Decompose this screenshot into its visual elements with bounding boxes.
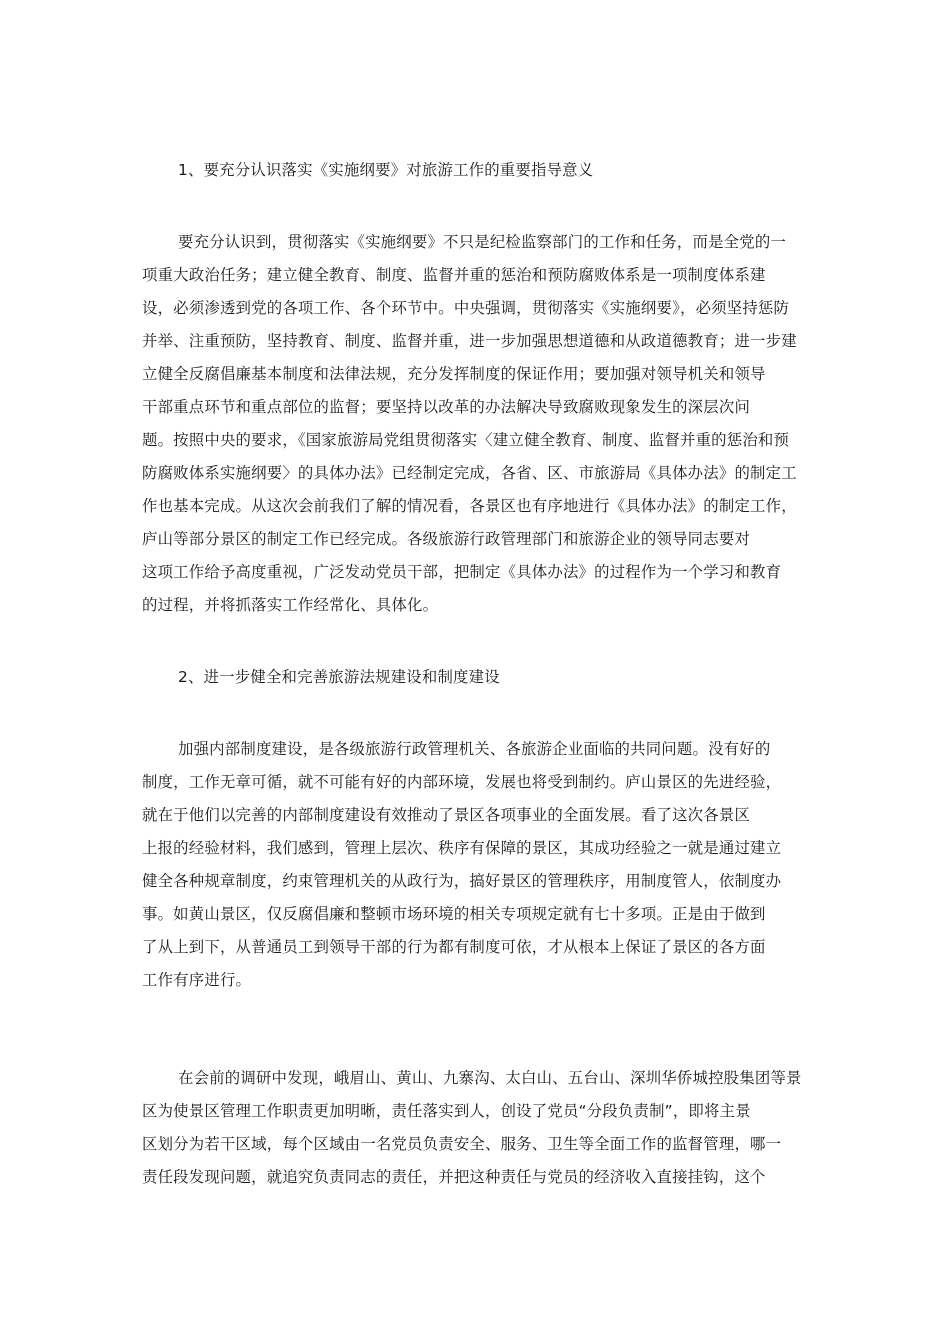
section-1-line: 设，必须渗透到党的各项工作、各个环节中。中央强调，贯彻落实《实施纲要》，必须坚持惩防 xyxy=(142,299,790,317)
section-2-heading: 2、进一步健全和完善旅游法规建设和制度建设 xyxy=(178,668,500,686)
section-1-line: 这项工作给予高度重视，广泛发动党员干部，把制定《具体办法》的过程作为一个学习和教育 xyxy=(142,563,782,581)
section-1-line: 立健全反腐倡廉基本制度和法律法规，充分发挥制度的保证作用；要加强对领导机关和领导 xyxy=(142,365,766,383)
section-2-para-1-line: 健全各种规章制度，约束管理机关的从政行为，搞好景区的管理秩序，用制度管人，依制度办 xyxy=(142,872,782,890)
section-1-line: 防腐败体系实施纲要〉的具体办法》已经制定完成，各省、区、市旅游局《具体办法》的制定工 xyxy=(142,464,797,482)
section-1-line: 要充分认识到，贯彻落实《实施纲要》不只是纪检监察部门的工作和任务，而是全党的一 xyxy=(178,233,787,251)
section-2-para-1-line: 事。如黄山景区，仅反腐倡廉和整顿市场环境的相关专项规定就有七十多项。正是由于做到 xyxy=(142,905,766,923)
section-1-line: 的过程，并将抓落实工作经常化、具体化。 xyxy=(142,596,439,614)
section-1-line: 题。按照中央的要求，《国家旅游局党组贯彻落实〈建立健全教育、制度、监督并重的惩治和预 xyxy=(142,431,790,449)
section-2-para-1-line: 就在于他们以完善的内部制度建设有效推动了景区各项事业的全面发展。看了这次各景区 xyxy=(142,806,751,824)
section-2-para-2-line: 在会前的调研中发现，峨眉山、黄山、九寨沟、太白山、五台山、深圳华侨城控股集团等景 xyxy=(178,1069,802,1087)
section-2-para-1-line: 加强内部制度建设，是各级旅游行政管理机关、各旅游企业面临的共同问题。没有好的 xyxy=(178,740,771,758)
section-2-para-2-line: 区划分为若干区域，每个区域由一名党员负责安全、服务、卫生等全面工作的监督管理，哪一 xyxy=(142,1135,782,1153)
section-1-line: 庐山等部分景区的制定工作已经完成。各级旅游行政管理部门和旅游企业的领导同志要对 xyxy=(142,530,751,548)
section-1-line: 并举、注重预防，坚持教育、制度、监督并重，进一步加强思想道德和从政道德教育；进一步建 xyxy=(142,332,797,350)
section-2-para-2-line: 责任段发现问题，就追究负责同志的责任，并把这种责任与党员的经济收入直接挂钩，这个 xyxy=(142,1168,766,1186)
section-2-para-1-line: 了从上到下，从普通员工到领导干部的行为都有制度可依，才从根本上保证了景区的各方面 xyxy=(142,938,766,956)
section-1-line: 项重大政治任务；建立健全教育、制度、监督并重的惩治和预防腐败体系是一项制度体系建 xyxy=(142,266,766,284)
section-2-para-1-line: 上报的经验材料，我们感到，管理上层次、秩序有保障的景区，其成功经验之一就是通过建立 xyxy=(142,839,782,857)
section-2-para-2-line: 区为使景区管理工作职责更加明晰，责任落实到人，创设了党员“分段负责制”，即将主景 xyxy=(142,1102,751,1120)
section-1-line: 干部重点环节和重点部位的监督；要坚持以改革的办法解决导致腐败现象发生的深层次问 xyxy=(142,398,751,416)
section-1-line: 作也基本完成。从这次会前我们了解的情况看，各景区也有序地进行《具体办法》的制定工作， xyxy=(142,497,797,515)
section-2-para-1-line: 工作有序进行。 xyxy=(142,971,252,989)
section-2-para-1-line: 制度，工作无章可循，就不可能有好的内部环境，发展也将受到制约。庐山景区的先进经验， xyxy=(142,773,782,791)
section-1-heading: 1、要充分认识落实《实施纲要》对旅游工作的重要指导意义 xyxy=(178,161,594,179)
